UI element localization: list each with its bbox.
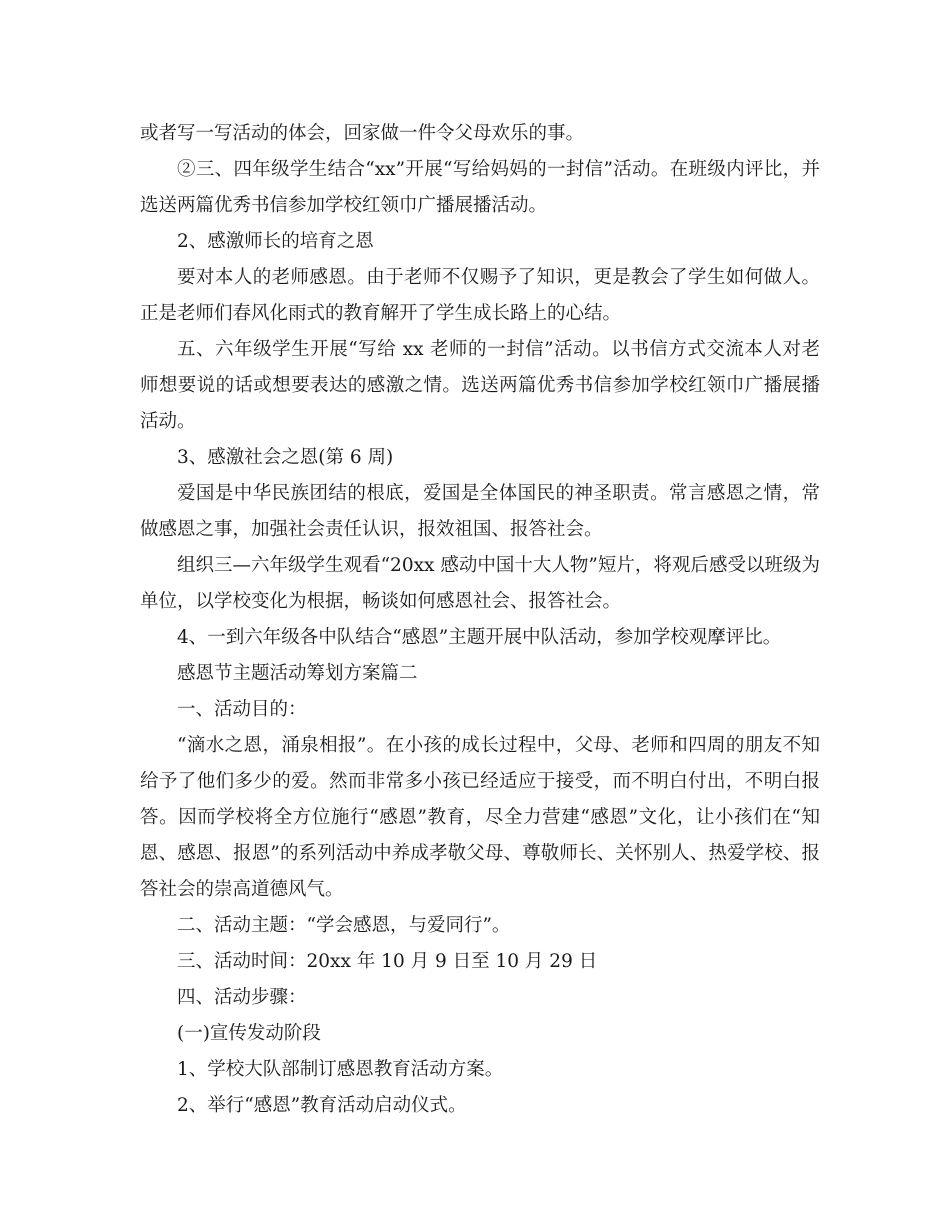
section-heading: 四、活动步骤： xyxy=(177,987,307,1008)
section-heading: 二、活动主题：“学会感恩，与爱同行”。 xyxy=(177,915,511,936)
subsection-heading: (一)宣传发动阶段 xyxy=(177,1023,321,1044)
section-heading: 一、活动目的： xyxy=(177,699,307,720)
section-heading: 3、感激社会之恩(第 6 周) xyxy=(177,447,394,468)
paragraph: 爱国是中华民族团结的根底，爱国是全体国民的神圣职责。常言感恩之情，常做感恩之事，加强社会责任认识，报效祖国、报答社会。 xyxy=(140,483,820,540)
section-heading: 三、活动时间：20xx 年 10 月 9 日至 10 月 29 日 xyxy=(177,951,598,972)
paragraph: 4、一到六年级各中队结合“感恩”主题开展中队活动，参加学校观摩评比。 xyxy=(177,627,782,648)
list-item: 1、学校大队部制订感恩教育活动方案。 xyxy=(177,1059,504,1080)
paragraph: ②三、四年级学生结合“xx”开展“写给妈妈的一封信”活动。在班级内评比，并选送两篇优秀书信参加学校红领巾广播展播活动。 xyxy=(140,159,820,216)
document-body xyxy=(140,116,820,1124)
paragraph: 五、六年级学生开展“写给 xx 老师的一封信”活动。以书信方式交流本人对老师想要说的话或想要表达的感激之情。选送两篇优秀书信参加学校红领巾广播展播活动。 xyxy=(140,339,820,432)
section-heading: 2、感激师长的培育之恩 xyxy=(177,231,374,252)
paragraph: 或者写一写活动的体会，回家做一件令父母欢乐的事。 xyxy=(140,123,585,144)
paragraph: 要对本人的老师感恩。由于老师不仅赐予了知识，更是教会了学生如何做人。正是老师们春风化雨式的教育解开了学生成长路上的心结。 xyxy=(140,267,820,324)
paragraph: “滴水之恩，涌泉相报”。在小孩的成长过程中，父母、老师和四周的朋友不知给予了他们多少的爱。然而非常多小孩已经适应于接受，而不明白付出，不明白报答。因而学校将全方位施行“感恩”教育，尽全力营建“感恩”文化，让小孩们在“知恩、感恩、报恩”的系列活动中养成孝敬父母、尊敬师长、关怀别人、热爱学校、报答社会的崇高道德风气。 xyxy=(140,735,820,900)
document-title: 感恩节主题活动筹划方案篇二 xyxy=(177,663,418,684)
paragraph: 组织三—六年级学生观看“20xx 感动中国十大人物”短片，将观后感受以班级为单位，以学校变化为根据，畅谈如何感恩社会、报答社会。 xyxy=(140,555,820,612)
list-item: 2、举行“感恩”教育活动启动仪式。 xyxy=(177,1095,467,1116)
